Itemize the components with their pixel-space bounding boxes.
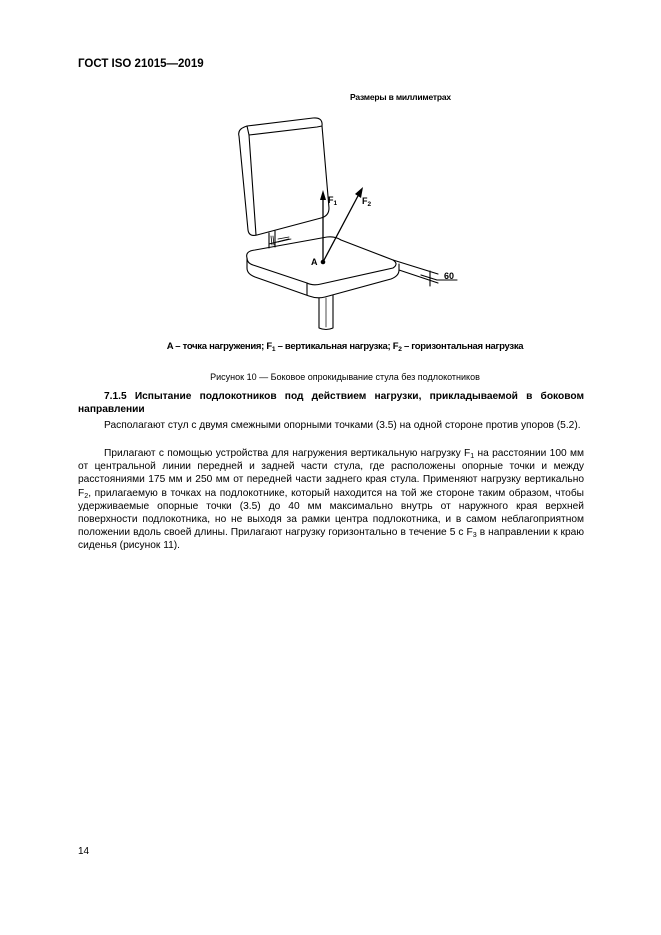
chair-figure: [225, 112, 465, 340]
paragraph-2: Прилагают с помощью устройства для нагружения вертикальную нагрузку $F_1$ на расстоянии 100 мм от центральной линии передней и задней части стула, где расположены опорные точки и между расстояниями 175 мм и 250 мм от передней части заднего края стула. Применяют нагрузку вертикально $F_2$, прилагаемую в точках на подлокотнике, который находится на той же стороне таким образом, чтобы удерживаемые опорные точки (3.5) до 40 мм максимально внутрь от наружного края верхней поверхности подлокотника, но не выходя за рамки центра подлокотника, и в самом неблагоприятном положении вдоль своей длины. Прилагают нагрузку горизонтально в течение 5 с $F_3$ в направлении к краю сиденья (рисунок 11).: [78, 448, 584, 552]
dimension-value: 60: [444, 271, 455, 281]
load-point: [321, 260, 326, 265]
dimensions-note: Размеры в миллиметрах: [350, 92, 451, 102]
figure-legend: A – точка нагружения; $F_1$ – вертикальная нагрузка; $F_2$ – горизонтальная нагрузка: [166, 341, 524, 353]
paragraph-1: Располагают стул с двумя смежными опорными точками (3.5) на одной стороне против упоров (5.2).: [104, 420, 581, 431]
section-heading: 7.1.5 Испытание подлокотников под действием нагрузки, прикладываемой в боковом направлении: [78, 391, 584, 416]
page-number: 14: [78, 846, 90, 857]
document-header: ГОСТ ISO 21015—2019: [78, 58, 204, 70]
f1-label: $F_1$: [328, 195, 338, 207]
point-a-label: A: [311, 257, 318, 267]
figure-caption: Рисунок 10 — Боковое опрокидывание стула без подлокотников: [210, 372, 480, 382]
f2-label: $F_2$: [362, 196, 372, 208]
